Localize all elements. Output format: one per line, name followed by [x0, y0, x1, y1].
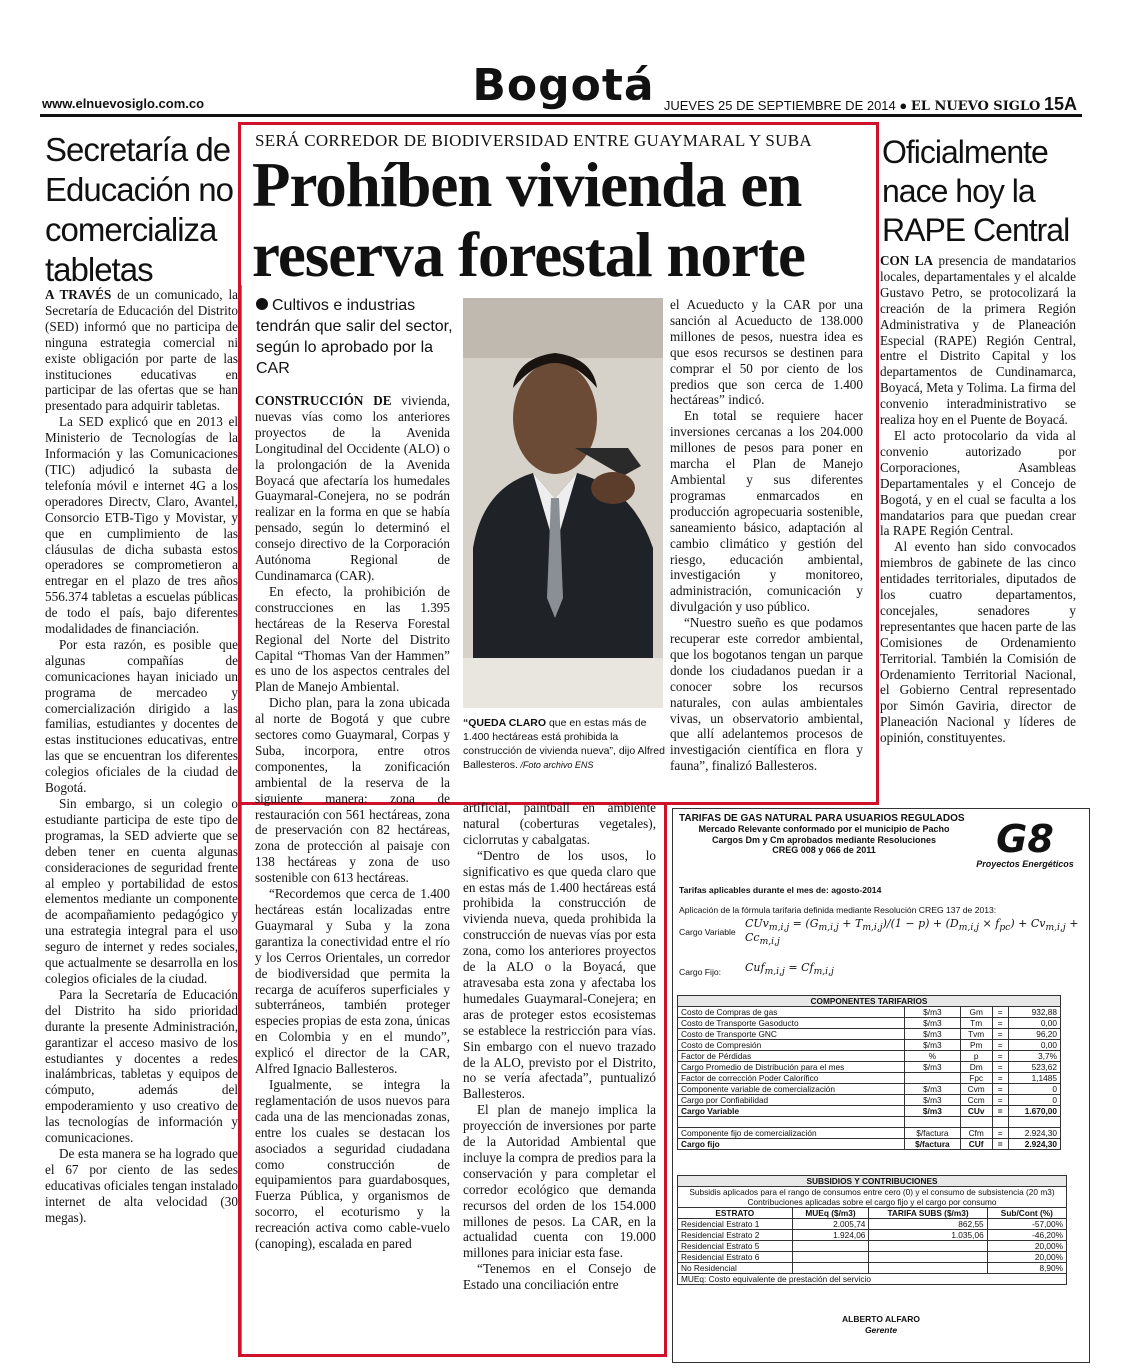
speaker-photo — [463, 298, 663, 708]
subsidy-cell: Residencial Estrato 5 — [678, 1241, 793, 1252]
component-sym: Cfm — [960, 1127, 992, 1138]
component-name: Costo de Transporte Gasoducto — [678, 1018, 905, 1029]
component-sym — [960, 1117, 992, 1128]
component-row — [678, 1040, 1061, 1051]
component-eq: = — [992, 1127, 1008, 1138]
component-name: Cargo por Confiabilidad — [678, 1095, 905, 1106]
component-eq — [992, 1117, 1008, 1128]
main-article-column-3 — [670, 297, 863, 774]
subsidy-cell: 1.035,06 — [869, 1230, 987, 1241]
component-name: Costo de Compresión — [678, 1040, 905, 1051]
component-row — [678, 1095, 1061, 1106]
component-row — [678, 1029, 1061, 1040]
subtitle-line: CREG 008 y 066 de 2011 — [772, 845, 876, 855]
dateline — [664, 94, 1077, 115]
component-sym: p — [960, 1051, 992, 1062]
paragraph: El acto protocolario da vida al convenio autorizado por Corporaciones, Asambleas Departamentales y el Concejo de Bogotá, y en el cual se faculta a los mandatarios para que puedan crear la RAPE Región Central. — [880, 427, 1076, 539]
paper-name: EL NUEVO SIGLO — [910, 99, 1041, 114]
main-article-deck — [256, 295, 461, 379]
photo-credit: /Foto archivo ENS — [517, 760, 594, 770]
component-row — [678, 1117, 1061, 1128]
component-val: 2.924,30 — [1008, 1127, 1060, 1138]
component-eq: = — [992, 1062, 1008, 1073]
fixed-formula: $Cuf_{m,i,j} = Cf_{m,i,j}$ — [745, 961, 834, 978]
component-sym: Fpc — [960, 1073, 992, 1084]
speaker-photo-illustration — [463, 298, 663, 708]
issue-date: JUEVES 25 DE SEPTIEMBRE DE 2014 — [663, 98, 896, 113]
paragraph: El plan de manejo implica la proyección de inversiones por parte de la Autoridad Ambiental que incluye la compra de predios para la conservación y para completar el corredor ecológico que demanda recursos del orden de los 154.000 millones de pesos. La CAR, en la actualidad cuenta con 19.000 millones para iniciar esta fase. — [463, 1102, 656, 1261]
subsidies-header-cell: ESTRATO — [678, 1208, 793, 1219]
component-unit: $/factura — [905, 1127, 960, 1138]
main-article-column-2 — [463, 800, 656, 1293]
main-article-kicker: SERÁ CORREDOR DE BIODIVERSIDAD ENTRE GUAYMARAL Y SUBA — [255, 131, 812, 150]
paragraph: En total se requiere hacer inversiones cercanas a los 204.000 millones de pesos para poner en marcha el Plan de Manejo Ambiental y sus diferentes programas enmarcados en producción agropecuaria sostenible, saneamiento básico, adaptación al cambio climático y gestión del riesgo, educación ambiental, investigación y monitoreo, administración, comunicación y divulgación y uso público. — [670, 408, 863, 615]
variable-formula: $CUv_{m,i,j} = (G_{m,i,j} + T_{m,i,j})/(1 - p) + (D_{m,i,j} \times f_{pc}) + Cv_{m,i,j} + Cc_{m,i,j}$ — [745, 917, 1079, 948]
subsidy-cell — [869, 1241, 987, 1252]
caption-text: que en estas más de 1.400 hectáreas está prohibida la construcción de vivienda nueva”, dijo Alfred Ballesteros. — [463, 717, 665, 771]
lead-caps: CON LA — [880, 253, 934, 268]
components-table — [677, 995, 1061, 1150]
component-sym: CUv — [960, 1106, 992, 1117]
component-unit: $/m3 — [905, 1062, 960, 1073]
component-name: Costo de Compras de gas — [678, 1007, 905, 1018]
component-name: Cargo fijo — [678, 1138, 905, 1149]
masthead-rule — [40, 114, 1082, 117]
subtitle-line: Cargos Dm y Cm aprobados mediante Resoluciones — [711, 834, 937, 845]
formula-reference: Aplicación de la fórmula tarifaria definida mediante Resolución CREG 137 de 2013: — [679, 905, 997, 915]
component-sym: Gm — [960, 1007, 992, 1018]
component-sym: Dm — [960, 1062, 992, 1073]
component-val: 0,00 — [1008, 1018, 1060, 1029]
component-val: 1.670,00 — [1008, 1106, 1060, 1117]
paragraph — [45, 287, 238, 414]
tariff-subtitle — [679, 824, 969, 856]
subsidy-row — [678, 1230, 1067, 1241]
component-unit — [905, 1117, 960, 1128]
component-row — [678, 1051, 1061, 1062]
subsidy-cell: Residencial Estrato 1 — [678, 1219, 793, 1230]
component-eq: = — [992, 1138, 1008, 1149]
component-name: Cargo Promedio de Distribución para el mes — [678, 1062, 905, 1073]
deck-text: Cultivos e industrias tendrán que salir del sector, según lo aprobado por la CAR — [256, 297, 453, 377]
site-url: www.elnuevosiglo.com.co — [42, 96, 205, 111]
subsidy-cell: -57,00% — [987, 1219, 1066, 1230]
paragraph: “Recordemos que cerca de 1.400 hectáreas están localizadas entre Guaymaral y Suba y la zona garantiza la conectividad entre el río y los Cerros Orientales, un corredor de biodiversidad que permita la recarga de acuíferos superficiales y subterráneos, también proteger especies propias de esta zona, únicas en Colombia y en el mundo”, explicó el director de la CAR, Alfred Ignacio Ballesteros. — [255, 886, 450, 1077]
subsidy-cell — [792, 1252, 869, 1263]
component-unit: $/factura — [905, 1138, 960, 1149]
paragraph-text: de un comunicado, la Secretaría de Educación del Distrito (SED) informó que no participa de ninguna estrategia comercial ni existe obligación por parte de las instituciones educativas en participar de las ofertas que se han presentado para adquirir tabletas. — [45, 287, 238, 414]
component-unit: $/m3 — [905, 1040, 960, 1051]
component-name: Cargo Variable — [678, 1106, 905, 1117]
component-sym: Tvm — [960, 1029, 992, 1040]
page-number: 15A — [1043, 94, 1077, 114]
component-val — [1008, 1117, 1060, 1128]
subsidy-row — [678, 1263, 1067, 1274]
component-name: Componente variable de comercialización — [678, 1084, 905, 1095]
signer-role: Gerente — [864, 1325, 898, 1335]
photo-caption — [463, 716, 668, 772]
component-val: 96,20 — [1008, 1029, 1060, 1040]
subsidy-cell: 862,55 — [869, 1219, 987, 1230]
component-row — [678, 1073, 1061, 1084]
subsidies-header-cell: TARIFA SUBS ($/m3) — [869, 1208, 987, 1219]
component-eq: = — [992, 1051, 1008, 1062]
component-name: Factor de corrección Poder Calorífico — [678, 1073, 905, 1084]
paragraph — [255, 393, 450, 584]
component-name: Factor de Pérdidas — [678, 1051, 905, 1062]
component-row — [678, 1018, 1061, 1029]
lead-caps: A TRAVÉS — [45, 287, 112, 302]
tariff-month: Tarifas aplicables durante el mes de: agosto-2014 — [679, 885, 882, 895]
paragraph: Dicho plan, para la zona ubicada al norte de Bogotá y que cubre sectores como Guaymaral, Corpas y Suba, incorpora, entre otros componentes, la zonificación ambiental de la reserva de la siguiente manera: zona de restauración con 561 hectáreas, zona de preservación con 82 hectáreas, zona de protección al paisaje con 138 hectáreas y zona de uso sostenible con 613 hectáreas. — [255, 695, 450, 886]
subsidy-row — [678, 1252, 1067, 1263]
component-sym: CUf — [960, 1138, 992, 1149]
paragraph — [880, 253, 1076, 428]
paragraph: Igualmente, se integra la reglamentación de usos nuevos para cada una de las mencionadas zonas, entre los cuales se destacan los asociados a seguridad ciudadana como construcción de equipamientos para guardabosques, Fuerza Pública, y organismos de socorro, el ecoturismo y la recreación activa como cable-vuelo (canoping), escalada en pared — [255, 1076, 450, 1252]
component-name — [678, 1117, 905, 1128]
signer-name: ALBERTO ALFARO — [842, 1314, 920, 1324]
component-eq: = — [992, 1018, 1008, 1029]
subsidy-footnote-row — [678, 1274, 1067, 1285]
g8-logo — [975, 819, 1075, 869]
component-val: 3,7% — [1008, 1051, 1060, 1062]
subsidy-cell: Residencial Estrato 2 — [678, 1230, 793, 1241]
component-unit: $/m3 — [905, 1095, 960, 1106]
component-sym: Pm — [960, 1040, 992, 1051]
subsidy-cell: 8,90% — [987, 1263, 1066, 1274]
component-unit: % — [905, 1051, 960, 1062]
lead-caps: CONSTRUCCIÓN DE — [255, 393, 392, 408]
subsidies-title: SUBSIDIOS Y CONTRIBUCIONES — [678, 1176, 1067, 1187]
section-title: Bogotá — [472, 60, 655, 111]
right-article-body — [880, 253, 1076, 746]
paragraph: Sin embargo, si un colegio o estudiante participa de este tipo de programas, la SED advierte que se deben tener en cuenta algunas consideraciones de seguridad frente al empleo y portabilidad de estos elementos mediante un componente de acompañamiento pedagógico y una estrategia integral para el uso seguro de internet y redes sociales, que actualmente se desarrolla en los colegios oficiales de la ciudad. — [45, 796, 238, 986]
paragraph-text: vivienda, nuevas vías como los anteriores proyectos de la Avenida Longitudinal del Occidente (ALO) o la prolongación de la Avenida Boyacá que afectaría los humedales Guaymaral-Conejera, no se podrán realizar en la forma en que se había pensado, según lo determinó el consejo directivo de la Corporación Autónoma Regional de Cundinamarca (CAR). — [255, 393, 450, 583]
component-sym: Ccm — [960, 1095, 992, 1106]
subsidy-cell — [869, 1263, 987, 1274]
bullet-icon: ● — [899, 98, 908, 113]
subsidy-footnote: MUEq: Costo equivalente de prestación del servicio — [678, 1274, 1067, 1285]
component-row — [678, 1106, 1061, 1117]
paragraph: Al evento han sido convocados miembros de gabinete de las cinco entidades territoriales, diputados de los cuatro departamentos, concejales, senadores y representantes que hacen parte de las Comisiones de Ordenamiento Territorial. También la Comisión de Ordenamiento Territorial Nacional, el Gobierno Central representado por Simón Gaviria, director de Planeación Nacional y líderes de opinión, constituyentes. — [880, 539, 1076, 746]
component-eq: = — [992, 1095, 1008, 1106]
paragraph: artificial, paintball en ambiente natural (coberturas vegetales), ciclorrutas y cabalgatas. — [463, 800, 656, 847]
component-unit: $/m3 — [905, 1007, 960, 1018]
component-sym: Cvm — [960, 1084, 992, 1095]
cargo-variable-label: Cargo Variable — [679, 927, 736, 937]
component-eq: = — [992, 1106, 1008, 1117]
components-title: COMPONENTES TARIFARIOS — [678, 996, 1061, 1007]
subsidy-cell — [792, 1241, 869, 1252]
component-eq: = — [992, 1073, 1008, 1084]
right-article-headline: Oficialmente nace hoy la RAPE Central — [882, 134, 1070, 248]
main-article-headline: Prohíben vivienda en reserva forestal norte — [252, 150, 805, 290]
paragraph: “Dentro de los usos, lo significativo es que queda claro que en estas más de 1.400 hectáreas está prohibida la construcción de vivienda nueva, queda prohibida la construcción de nuevas vías por esta zona, como los anteriores proyectos de la ALO o la Boyacá, que atravesaba esta zona y afectaba los humedales Guaymaral-Conejera; en aras de proteger estos ecosistemas se establece la restricción para vías. Sin embargo con el nuevo trazado de la ALO, previsto por el Distrito, no se vería afectada”, puntualizó Ballesteros. — [463, 847, 656, 1102]
main-article-column-1 — [255, 393, 450, 1252]
subsidy-cell: 20,00% — [987, 1241, 1066, 1252]
subsidy-cell: 2.005,74 — [792, 1219, 869, 1230]
paragraph: La SED explicó que en 2013 el Ministerio de Tecnologías de la Información y las Comunicaciones (TIC) adjudicó la subasta de telefonía móvil e internet 4G a los operadores Directv, Claro, Avantel, Consorcio ETB-Tigo y Movistar, y que en cumplimiento de las cláusulas de dicha subasta estos operadores se comprometieron a entregar en el plazo de tres años 556.374 tabletas a escuelas públicas de todo el país, bajo diferentes modalidades de financiación. — [45, 414, 238, 637]
component-row — [678, 1138, 1061, 1149]
component-row — [678, 1127, 1061, 1138]
left-article-headline: Secretaría de Educación no comercializa tabletas — [45, 131, 233, 288]
component-unit: $/m3 — [905, 1018, 960, 1029]
paragraph: Para la Secretaría de Educación del Distrito ha sido prioridad durante la presente Administración, garantizar el acceso masivo de los estudiantes y docentes a redes inalámbricas, tabletas y equipos de cómputo, además del empoderamiento y uso creativo de las tecnologías de información y comunicaciones. — [45, 986, 238, 1146]
component-val: 0,00 — [1008, 1040, 1060, 1051]
component-unit: $/m3 — [905, 1106, 960, 1117]
component-val: 0 — [1008, 1084, 1060, 1095]
paragraph: el Acueducto y la CAR por una sanción al Acueducto de 138.000 millones de pesos, nuestra idea es que esos recursos se destinen para comprar el 50 por ciento de los predios que son cerca de 1.400 hectáreas” indicó. — [670, 297, 863, 408]
paragraph: “Tenemos en el Consejo de Estado una conciliación entre — [463, 1261, 656, 1293]
paragraph: Por esta razón, es posible que algunas compañías de comunicaciones hayan iniciado un programa de mercadeo y comercialización dirigido a las familias, estudiantes y docentes de estas instituciones educativas, entre las que se encuentran los diferentes colegios oficiales de la ciudad de Bogotá. — [45, 636, 238, 796]
logo-subtitle: Proyectos Energéticos — [976, 859, 1074, 869]
paragraph: “Nuestro sueño es que podamos recuperar este corredor ambiental, que los bogotanos tengan un parque donde los ciudadanos puedan ir a conocer sobre los recursos naturales, con aulas ambientales vivas, un observatorio ambiental, que allí adelantemos procesos de investigación científica en flora y fauna”, finalizó Ballesteros. — [670, 615, 863, 774]
subsidy-cell: 20,00% — [987, 1252, 1066, 1263]
subsidy-cell — [792, 1263, 869, 1274]
subsidy-cell: Residencial Estrato 6 — [678, 1252, 793, 1263]
subsidy-cell: 1.924,06 — [792, 1230, 869, 1241]
component-row — [678, 1084, 1061, 1095]
component-val: 932,88 — [1008, 1007, 1060, 1018]
component-val: 523,62 — [1008, 1062, 1060, 1073]
component-row — [678, 1062, 1061, 1073]
bullet-icon — [256, 298, 268, 310]
subsidy-cell: -46,20% — [987, 1230, 1066, 1241]
component-val: 0 — [1008, 1095, 1060, 1106]
paragraph-text: presencia de mandatarios locales, departamentales y el alcalde Gustavo Petro, se protocolizará la creación de la primera Región Administrativa y de Planeación Especial (RAPE) Región Central, entre el Distrito Capital y los departamentos de Cundinamarca, Boyacá, Meta y Tolima. La firma del convenio interadministrativo se realiza hoy en el Puente de Boyacá. — [880, 253, 1076, 428]
component-eq: = — [992, 1084, 1008, 1095]
left-article-body — [45, 287, 238, 1225]
subsidies-header-cell: Sub/Cont (%) — [987, 1208, 1066, 1219]
subsidy-cell: No Residencial — [678, 1263, 793, 1274]
subtitle-line: Mercado Relevante conformado por el municipio de Pacho — [698, 824, 950, 834]
paragraph: En efecto, la prohibición de construcciones en las 1.395 hectáreas de la Reserva Forestal Regional del Norte del Distrito Capital “Thomas Van der Hammen” es uno de los aspectos centrales del Plan de Manejo Ambiental. — [255, 583, 450, 695]
subsidies-note: Subsidis aplicados para el rango de consumos entre cero (0) y el consumo de subsistencia (20 m3) Contribuciones aplicadas sobre el cargo fijo y el cargo por consumo — [678, 1187, 1067, 1208]
component-row — [678, 1007, 1061, 1018]
cargo-fijo-label: Cargo Fijo: — [679, 967, 722, 977]
component-name: Componente fijo de comercialización — [678, 1127, 905, 1138]
component-eq: = — [992, 1029, 1008, 1040]
component-val: 2.924,30 — [1008, 1138, 1060, 1149]
component-unit: $/m3 — [905, 1029, 960, 1040]
subsidies-table — [677, 1175, 1067, 1285]
subsidy-row — [678, 1241, 1067, 1252]
gas-tariff-notice — [672, 808, 1090, 1363]
tariff-title: TARIFAS DE GAS NATURAL PARA USUARIOS REGULADOS — [679, 813, 965, 824]
component-unit: $/m3 — [905, 1084, 960, 1095]
subsidy-row — [678, 1219, 1067, 1230]
subsidy-cell — [869, 1252, 987, 1263]
component-sym: Tm — [960, 1018, 992, 1029]
component-eq: = — [992, 1040, 1008, 1051]
caption-lead: “QUEDA CLARO — [463, 717, 547, 729]
subsidies-header-cell: MUEq ($/m3) — [792, 1208, 869, 1219]
component-eq: = — [992, 1007, 1008, 1018]
component-unit — [905, 1073, 960, 1084]
component-name: Costo de Transporte GNC — [678, 1029, 905, 1040]
component-val: 1,1485 — [1008, 1073, 1060, 1084]
paragraph: De esta manera se ha logrado que el 67 por ciento de las sedes educativas oficiales tengan instalado internet de alta velocidad (30 megas). — [45, 1145, 238, 1225]
logo-text: G8 — [996, 817, 1054, 861]
